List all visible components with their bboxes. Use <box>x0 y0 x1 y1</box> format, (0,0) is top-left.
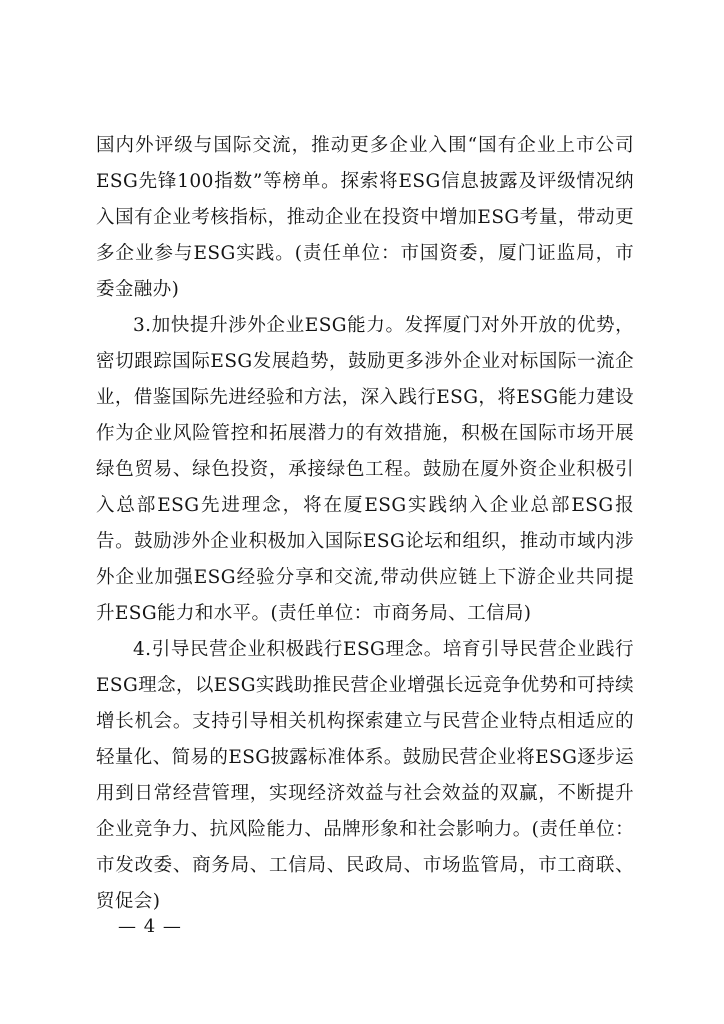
document-body <box>96 128 634 920</box>
paragraph-continued: 国内外评级与国际交流，推动更多企业入围“国有企业上市公司ESG先锋100指数”等榜单。探索将ESG信息披露及评级情况纳入国有企业考核指标，推动企业在投资中增加ESG考量，带动更多企业参与ESG实践。(责任单位：市国资委，厦门证监局，市委金融办) <box>96 135 634 300</box>
page-number: — 4 — <box>118 916 182 937</box>
paragraph-item-3: 3.加快提升涉外企业ESG能力。发挥厦门对外开放的优势，密切跟踪国际ESG发展趋势，鼓励更多涉外企业对标国际一流企业，借鉴国际先进经验和方法，深入践行ESG，将ESG能力建设作为企业风险管控和拓展潜力的有效措施，积极在国际市场开展绿色贸易、绿色投资，承接绿色工程。鼓励在厦外资企业积极引入总部ESG先进理念，将在厦ESG实践纳入企业总部ESG报告。鼓励涉外企业积极加入国际ESG论坛和组织，推动市域内涉外企业加强ESG经验分享和交流,带动供应链上下游企业共同提升ESG能力和水平。(责任单位：市商务局、工信局) <box>96 315 634 624</box>
paragraph-item-4: 4.引导民营企业积极践行ESG理念。培育引导民营企业践行ESG理念，以ESG实践助推民营企业增强长远竞争优势和可持续增长机会。支持引导相关机构探索建立与民营企业特点相适应的轻量化、简易的ESG披露标准体系。鼓励民营企业将ESG逐步运用到日常经营管理，实现经济效益与社会效益的双赢，不断提升企业竞争力、抗风险能力、品牌形象和社会影响力。(责任单位：市发改委、商务局、工信局、民政局、市场监管局，市工商联、贸促会) <box>96 639 634 912</box>
